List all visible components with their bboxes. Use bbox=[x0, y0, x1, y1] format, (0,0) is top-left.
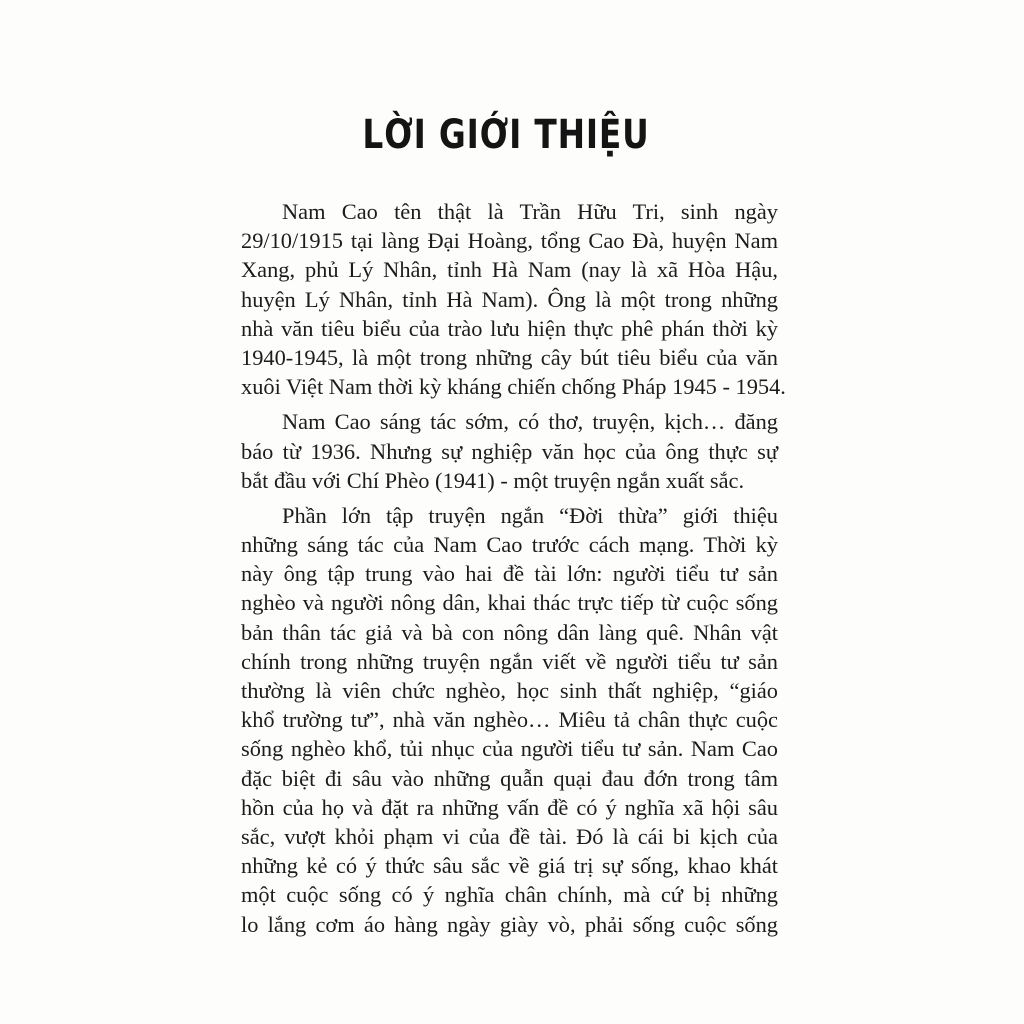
text-line: báo từ 1936. Nhưng sự nghiệp văn học của ông thực sự bbox=[241, 438, 778, 464]
text-line: một cuộc sống có ý nghĩa chân chính, mà cứ bị những bbox=[241, 882, 778, 908]
text-line: chính trong những truyện ngắn viết về người tiểu tư sản bbox=[241, 648, 778, 674]
text-line: nhà văn tiêu biểu của trào lưu hiện thực phê phán thời kỳ bbox=[241, 315, 778, 341]
paragraph-1 bbox=[241, 197, 786, 401]
text-line: thường là viên chức nghèo, học sinh thất nghiệp, “giáo bbox=[241, 678, 778, 703]
text-line: đặc biệt đi sâu vào những quẫn quại đau đớn trong tâm bbox=[241, 765, 778, 791]
page-title: LỜI GIỚI THIỆU bbox=[362, 112, 650, 158]
paragraph-2 bbox=[241, 407, 778, 495]
text-line: này ông tập trung vào hai đề tài lớn: người tiểu tư sản bbox=[241, 561, 778, 587]
text-line: 1940-1945, là một trong những cây bút tiêu biểu của văn bbox=[241, 344, 778, 370]
text-line: sắc, vượt khỏi phạm vi của đề tài. Đó là cái bi kịch của bbox=[241, 823, 778, 849]
text-line: huyện Lý Nhân, tỉnh Hà Nam). Ông là một trong những bbox=[241, 286, 778, 312]
text-line: Phần lớn tập truyện ngắn “Đời thừa” giới thiệu bbox=[282, 502, 778, 528]
text-line: những sáng tác của Nam Cao trước cách mạng. Thời kỳ bbox=[241, 532, 778, 558]
text-line: sống nghèo khổ, tủi nhục của người tiểu tư sản. Nam Cao bbox=[241, 736, 778, 762]
text-line: lo lắng cơm áo hàng ngày giày vò, phải sống cuộc sống bbox=[241, 911, 778, 937]
text-line: Xang, phủ Lý Nhân, tỉnh Hà Nam (nay là xã Hòa Hậu, bbox=[241, 257, 778, 283]
text-line: Nam Cao sáng tác sớm, có thơ, truyện, kịch… đăng bbox=[282, 409, 778, 435]
text-line: xuôi Việt Nam thời kỳ kháng chiến chống Pháp 1945 - 1954. bbox=[241, 374, 786, 400]
text-line: 29/10/1915 tại làng Đại Hoàng, tổng Cao Đà, huyện Nam bbox=[241, 228, 778, 254]
text-line: hồn của họ và đặt ra những vấn đề có ý nghĩa xã hội sâu bbox=[241, 794, 778, 820]
paragraph-3 bbox=[241, 501, 778, 939]
text-line: những kẻ có ý thức sâu sắc về giá trị sự sống, khao khát bbox=[241, 853, 778, 879]
text-line: bắt đầu với Chí Phèo (1941) - một truyện ngắn xuất sắc. bbox=[241, 467, 745, 493]
text-line: nghèo và người nông dân, khai thác trực tiếp từ cuộc sống bbox=[241, 590, 778, 616]
text-line: Nam Cao tên thật là Trần Hữu Tri, sinh ngày bbox=[282, 199, 778, 224]
text-line: bản thân tác giả và bà con nông dân làng quê. Nhân vật bbox=[241, 619, 778, 645]
text-line: khổ trường tư”, nhà văn nghèo… Miêu tả chân thực cuộc bbox=[241, 707, 778, 733]
body-text bbox=[241, 197, 786, 939]
